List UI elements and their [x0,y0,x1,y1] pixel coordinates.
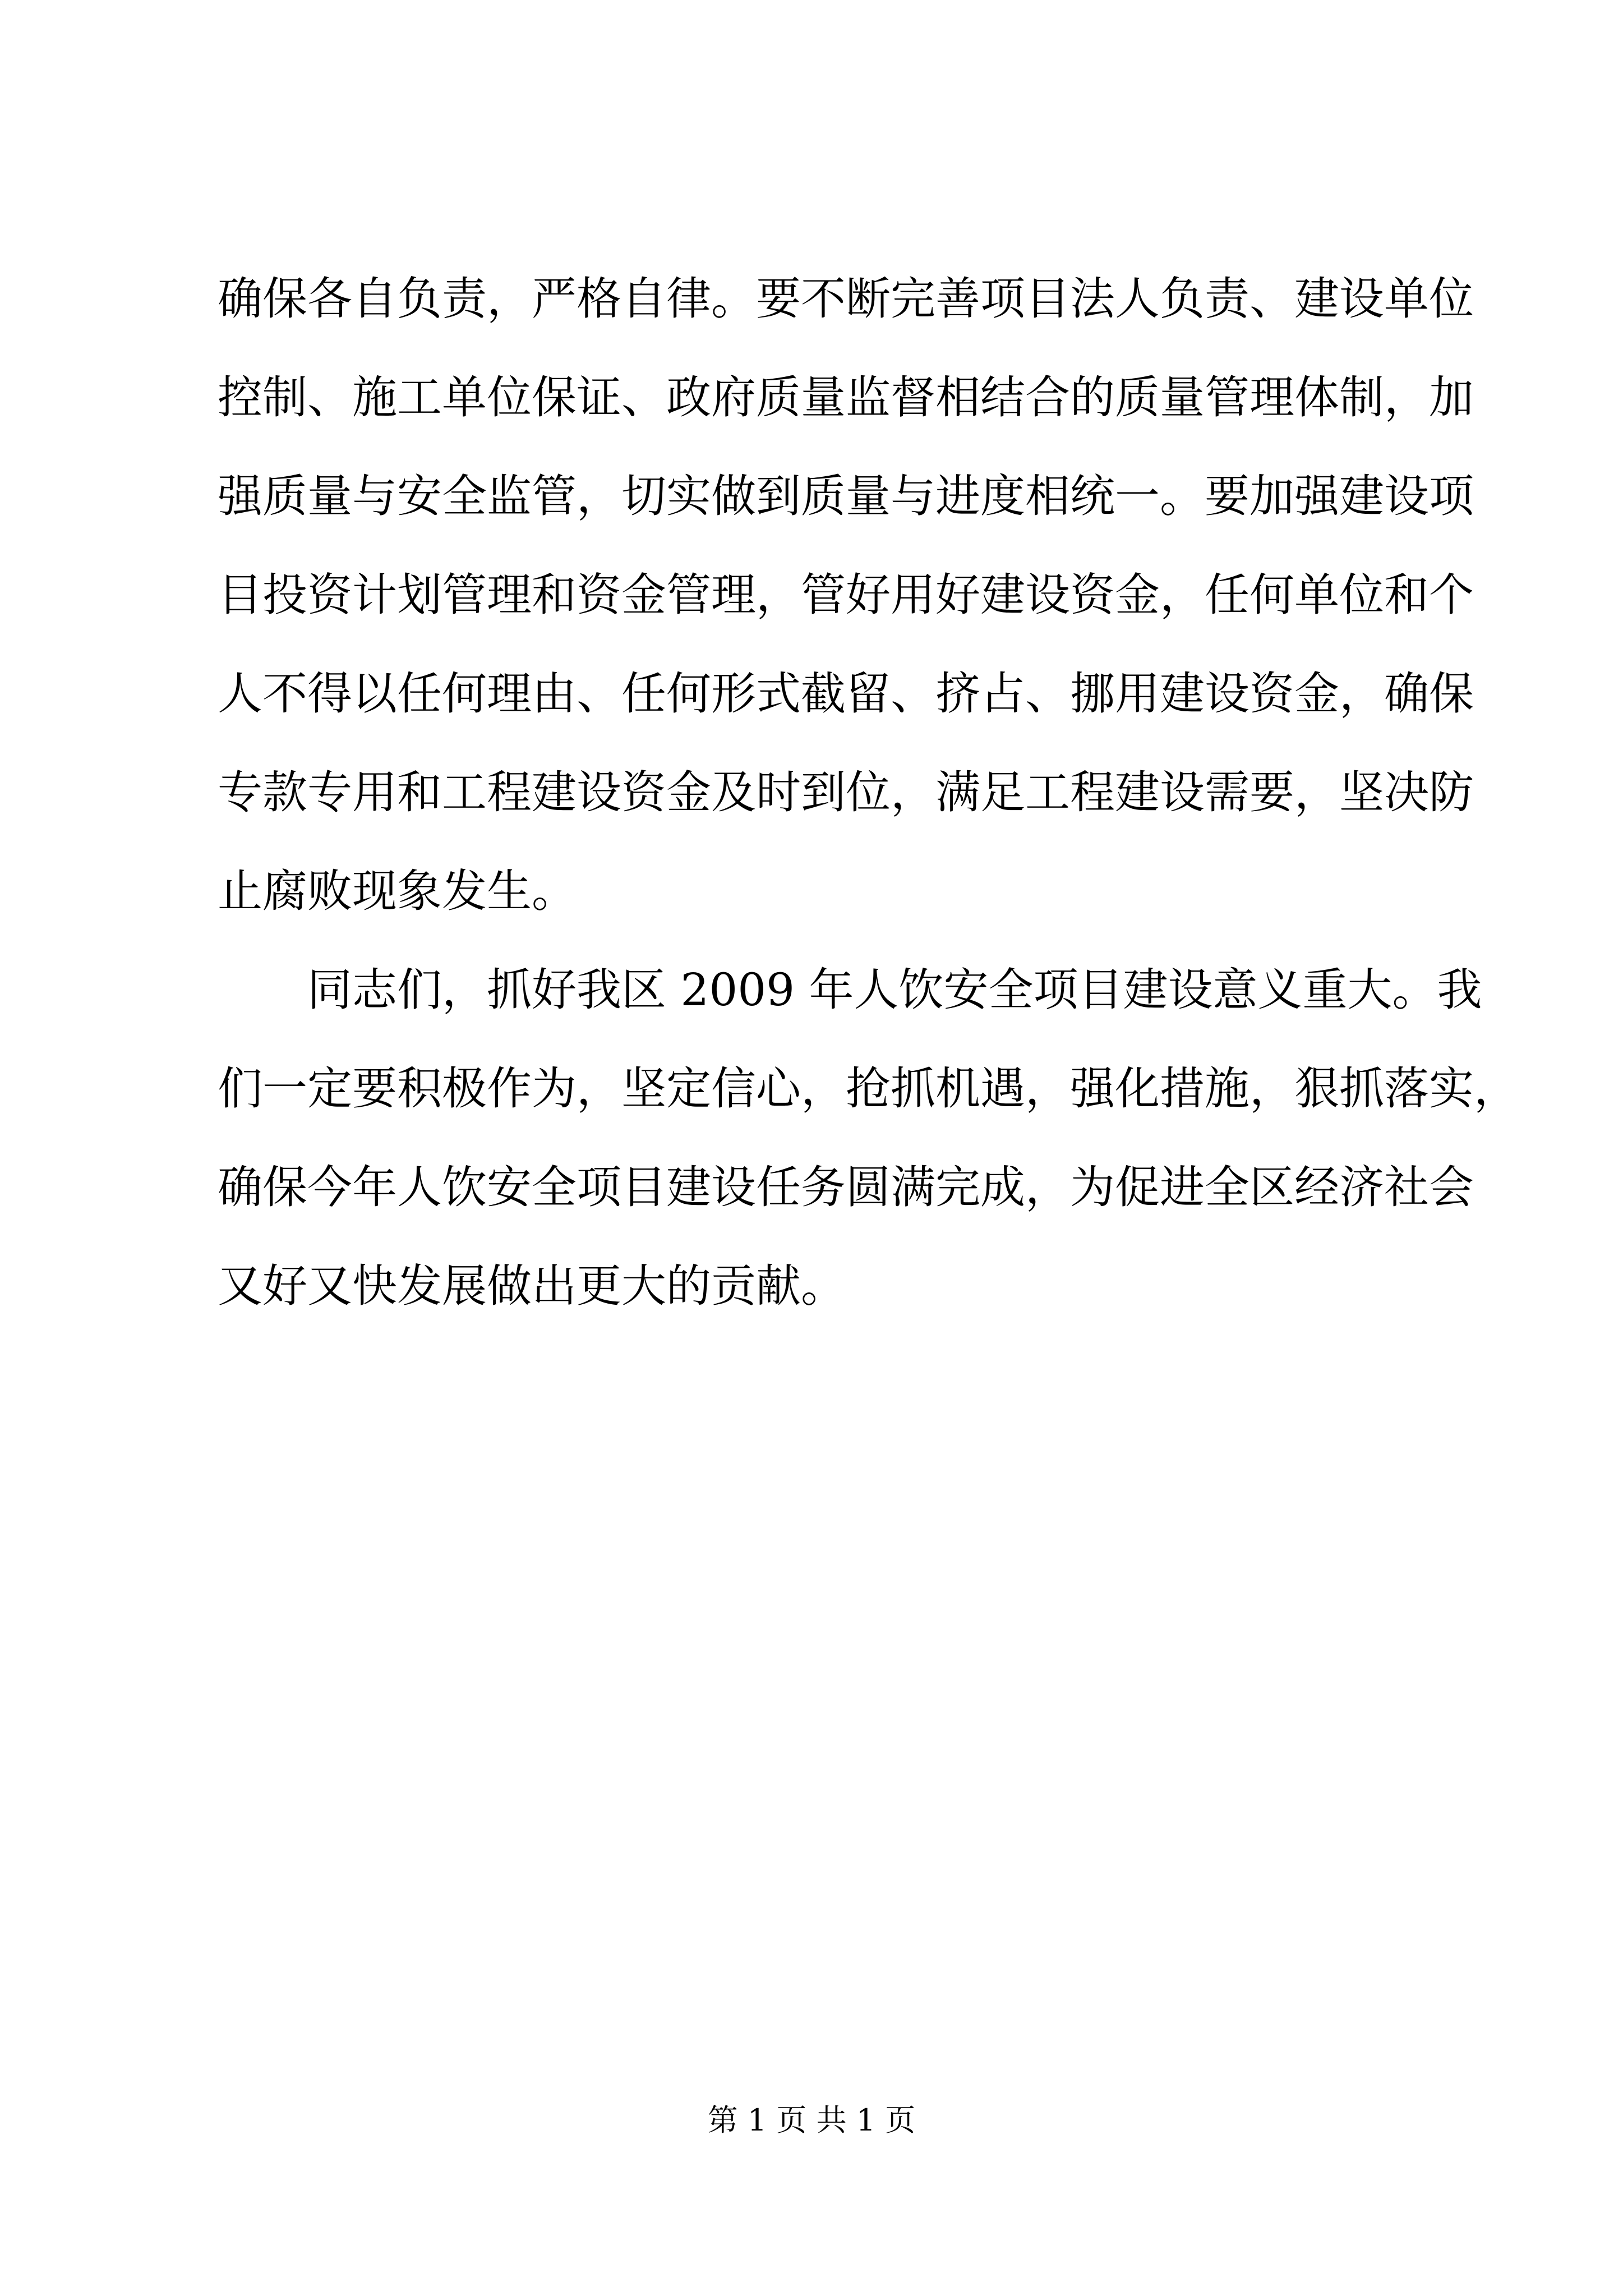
text-line: 强质量与安全监管，切实做到质量与进度相统一。要加强建设项 [218,470,1474,522]
text-line: 确保今年人饮安全项目建设任务圆满完成，为促进全区经济社会 [218,1161,1474,1213]
text-line: 目投资计划管理和资金管理，管好用好建设资金，任何单位和个 [218,569,1474,621]
text-line: 专款专用和工程建设资金及时到位，满足工程建设需要，坚决防 [218,766,1474,818]
text-line: 又好又快发展做出更大的贡献。 [218,1260,846,1312]
text-line: 同志们，抓好我区 2009 年人饮安全项目建设意义重大。我 [307,964,1482,1016]
text-line: 们一定要积极作为，坚定信心，抢抓机遇，强化措施，狠抓落实， [218,1062,1519,1115]
text-line: 控制、施工单位保证、政府质量监督相结合的质量管理体制，加 [218,371,1474,424]
paragraph-1 [218,250,1474,941]
page-footer [0,2101,1623,2140]
text-line: 人不得以任何理由、任何形式截留、挤占、挪用建设资金，确保 [218,668,1474,720]
page-number-label: 第 1 页 共 1 页 [707,2102,916,2138]
document-body [218,250,1519,1336]
paragraph-2 [218,941,1519,1336]
text-line: 止腐败现象发生。 [218,865,577,917]
text-line: 确保各自负责，严格自律。要不断完善项目法人负责、建设单位 [218,273,1474,325]
